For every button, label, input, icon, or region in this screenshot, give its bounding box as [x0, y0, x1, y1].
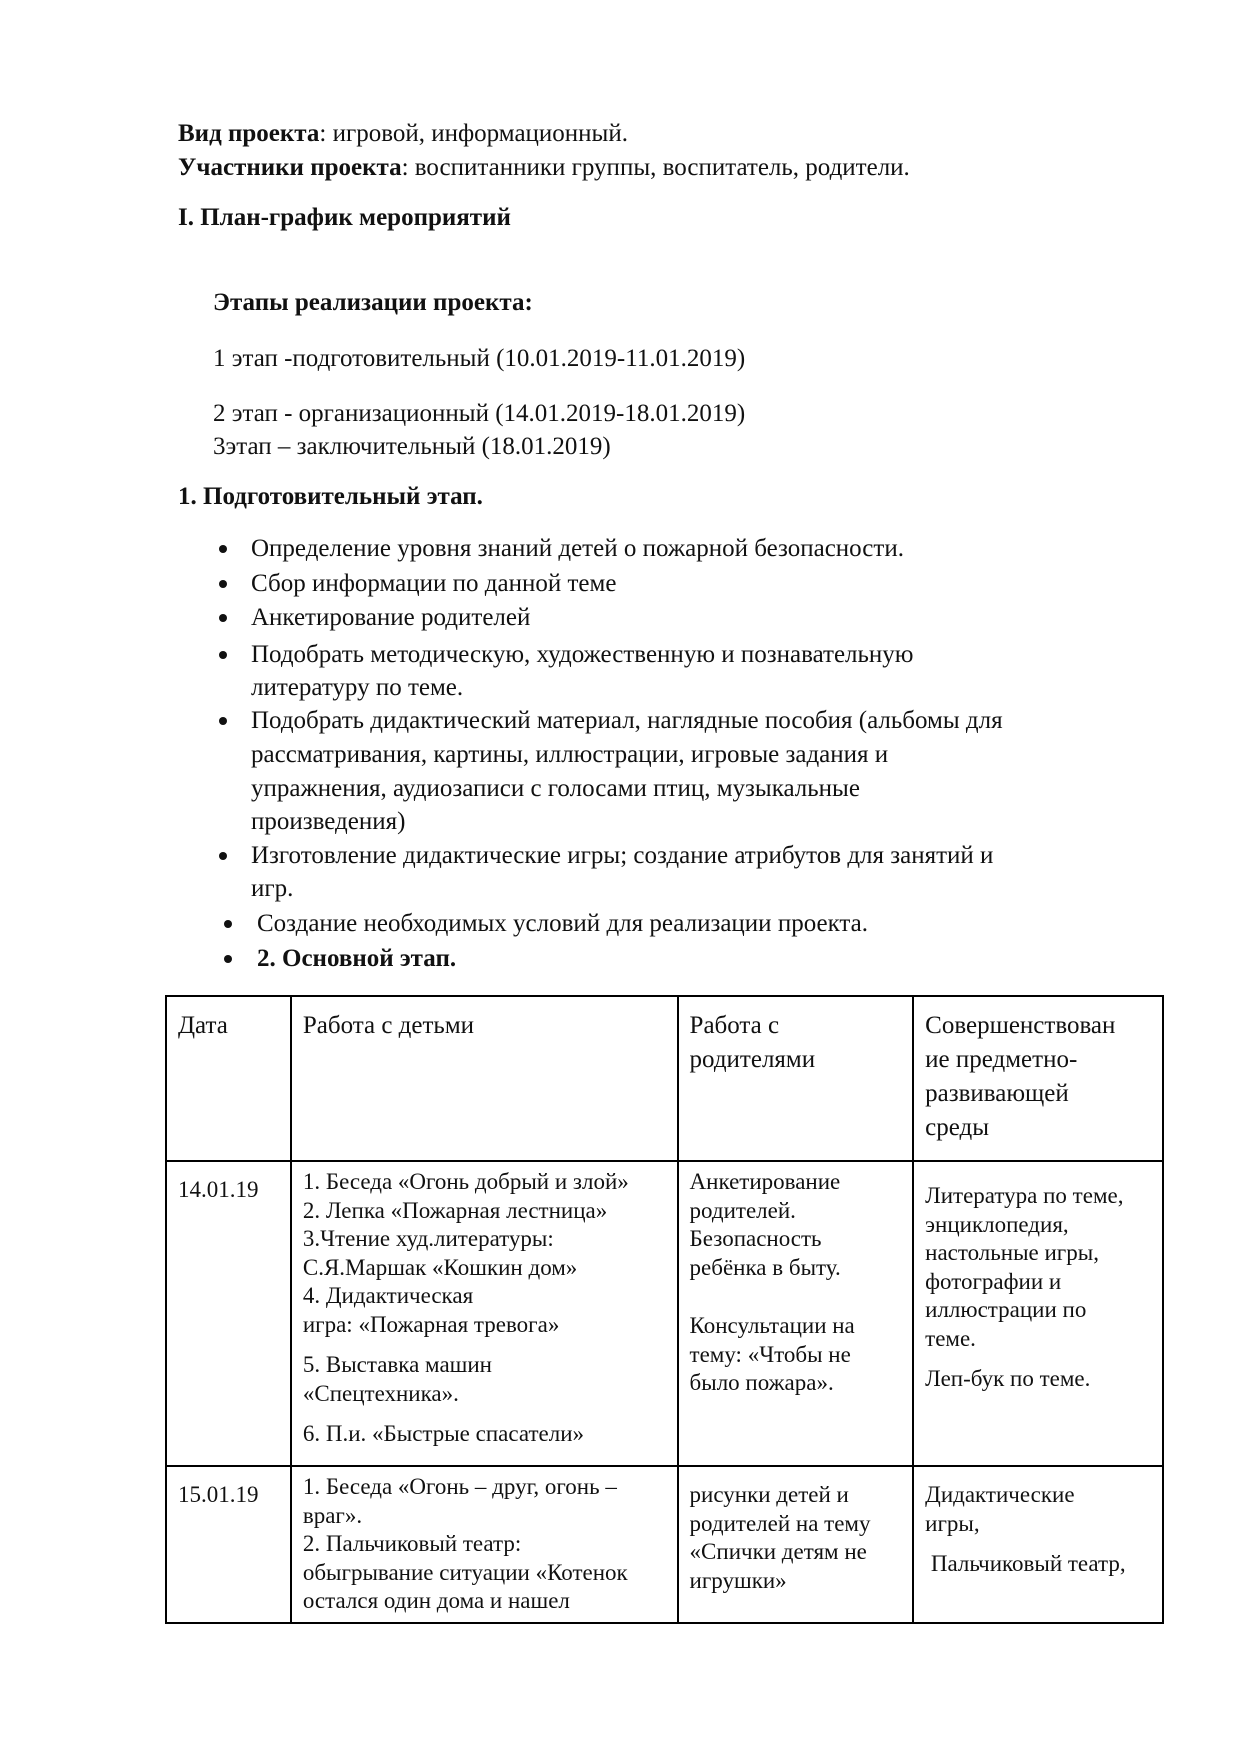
prep-bullet-text: Сбор информации по данной теме	[251, 570, 617, 597]
parents-activity-line: родителей на тему	[689, 1510, 871, 1536]
header-cell-parents	[678, 996, 914, 1161]
parents-activity-line: Безопасность	[689, 1226, 822, 1251]
project-participants-value: : воспитанники группы, воспитатель, родители.	[401, 154, 910, 181]
project-participants-line	[178, 152, 910, 184]
children-activity-line: 6. П.и. «Быстрые спасатели»	[302, 1421, 585, 1446]
project-participants-label: Участники проекта	[178, 154, 402, 181]
prep-bullet-text: Изготовление дидактические игры; создание атрибутов для занятий и	[251, 842, 994, 869]
project-type-value: : игровой, информационный.	[319, 120, 628, 147]
header-children: Работа с детьми	[302, 1012, 475, 1039]
parents-cell	[678, 1161, 914, 1466]
parents-activity-line: «Спички детям не	[689, 1539, 867, 1564]
children-activity-line: 1. Беседа «Огонь добрый и злой»	[302, 1169, 629, 1194]
environment-line: энциклопедия,	[925, 1211, 1069, 1237]
plan-table	[165, 995, 1164, 1624]
bullet-icon	[224, 920, 232, 928]
children-cell	[291, 1161, 678, 1466]
prep-bullet-text-cont: рассматривания, картины, иллюстрации, игровые задания и	[251, 741, 889, 768]
prep-bullet-text-cont: произведения)	[251, 808, 406, 835]
parents-activity-line: тему: «Чтобы не	[689, 1341, 851, 1367]
prep-bullet-text-cont: упражнения, аудиозаписи с голосами птиц, музыкальные	[251, 775, 860, 802]
section-title-plan: I. План-график мероприятий	[178, 204, 511, 231]
parents-activity-line: Анкетирование	[689, 1169, 841, 1194]
environment-line: настольные игры,	[925, 1240, 1099, 1265]
main-stage-title: 2. Основной этап.	[257, 945, 457, 972]
header-cell-environment	[913, 996, 1163, 1161]
environment-line: Пальчиковый театр,	[925, 1551, 1126, 1576]
environment-line: Леп-бук по теме.	[925, 1366, 1091, 1391]
children-activity-line: обыгрывание ситуации «Котенок	[302, 1559, 628, 1585]
project-type-label: Вид проекта	[178, 120, 320, 147]
bullet-icon	[219, 614, 227, 622]
prep-bullet-text-cont: литературу по теме.	[251, 674, 464, 701]
prep-bullet-text-cont: игр.	[251, 875, 294, 902]
stage-item: 1 этап -подготовительный (10.01.2019-11.01.2019)	[213, 345, 746, 372]
header-parents-line: родителями	[689, 1046, 816, 1073]
prep-bullet-text: Анкетирование родителей	[251, 604, 531, 631]
children-activity-line: игра: «Пожарная тревога»	[302, 1311, 560, 1337]
header-cell-date	[166, 996, 291, 1161]
environment-cell	[913, 1466, 1163, 1623]
table-row	[166, 1466, 1163, 1623]
header-date: Дата	[178, 1012, 228, 1039]
environment-cell	[913, 1161, 1163, 1466]
children-cell	[291, 1466, 678, 1623]
environment-line: Дидактические	[925, 1482, 1075, 1507]
environment-line: теме.	[925, 1325, 976, 1351]
bullet-icon	[219, 651, 227, 659]
children-activity-line: 1. Беседа «Огонь – друг, огонь –	[302, 1474, 617, 1499]
prep-bullet-text: Определение уровня знаний детей о пожарной безопасности.	[251, 535, 904, 562]
environment-line: Литература по теме,	[925, 1183, 1124, 1208]
header-environment-line: ие предметно-	[925, 1046, 1078, 1073]
bullet-icon	[219, 545, 227, 553]
parents-activity-line: было пожара».	[689, 1370, 834, 1395]
parents-activity-line: Консультации на	[689, 1313, 855, 1338]
bullet-icon	[219, 717, 227, 725]
date-cell	[166, 1161, 291, 1466]
prep-bullet-text: Подобрать дидактический материал, наглядные пособия (альбомы для	[251, 707, 1003, 734]
table-header-row	[166, 996, 1163, 1161]
parents-activity-line: игрушки»	[689, 1567, 787, 1593]
children-activity-line: остался один дома и нашел	[302, 1588, 570, 1613]
header-environment-line: Совершенствован	[925, 1012, 1116, 1039]
header-parents-line: Работа с	[689, 1012, 780, 1039]
environment-line: фотографии и	[925, 1268, 1062, 1294]
children-activity-line: 5. Выставка машин	[302, 1352, 492, 1377]
parents-activity-line: рисунки детей и	[689, 1482, 849, 1507]
stages-title: Этапы реализации проекта:	[213, 289, 533, 316]
children-activity-line: 3.Чтение худ.литературы:	[302, 1226, 554, 1251]
children-activity-line: 2. Лепка «Пожарная лестница»	[302, 1197, 608, 1223]
date-cell	[166, 1466, 291, 1623]
parents-activity-line: ребёнка в быту.	[689, 1254, 841, 1280]
stage-item: 2 этап - организационный (14.01.2019-18.01.2019)	[213, 400, 746, 427]
project-type-line	[178, 118, 628, 150]
table-row	[166, 1161, 1163, 1466]
header-environment-line: среды	[925, 1114, 990, 1141]
bullet-icon	[219, 852, 227, 860]
row-date: 15.01.19	[178, 1482, 259, 1507]
children-activity-line: С.Я.Маршак «Кошкин дом»	[302, 1254, 578, 1280]
bullet-icon	[224, 955, 232, 963]
prep-bullet-text: Создание необходимых условий для реализации проекта.	[257, 910, 868, 937]
parents-cell	[678, 1466, 914, 1623]
environment-line: иллюстрации по	[925, 1297, 1087, 1322]
children-activity-line: враг».	[302, 1502, 363, 1528]
bullet-icon	[219, 580, 227, 588]
children-activity-line: 2. Пальчиковый театр:	[302, 1531, 522, 1556]
header-cell-children	[291, 996, 678, 1161]
children-activity-line: 4. Дидактическая	[302, 1283, 474, 1308]
prep-bullet-text: Подобрать методическую, художественную и познавательную	[251, 641, 914, 668]
stage-item: 3этап – заключительный (18.01.2019)	[213, 433, 611, 460]
header-environment-line: развивающей	[925, 1080, 1069, 1107]
parents-activity-line: родителей.	[689, 1197, 796, 1223]
environment-line: игры,	[925, 1510, 980, 1536]
prep-stage-title: 1. Подготовительный этап.	[178, 483, 483, 510]
children-activity-line: «Спецтехника».	[302, 1380, 459, 1406]
row-date: 14.01.19	[178, 1177, 259, 1202]
